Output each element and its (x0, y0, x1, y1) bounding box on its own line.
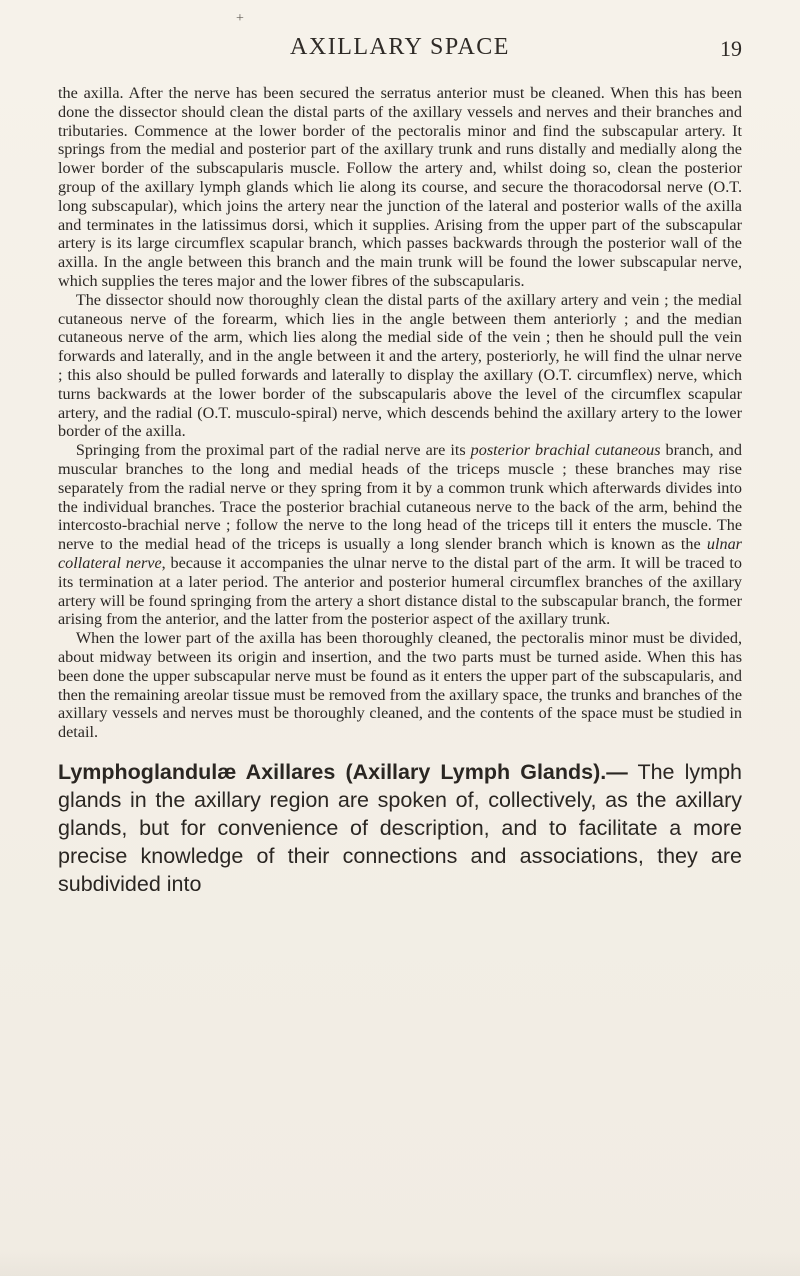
page-header-title: AXILLARY SPACE (290, 34, 510, 60)
section-heading: Lymphoglandulæ Axillares (Axillary Lymph Glands).— (58, 759, 628, 784)
paragraph-3 (58, 441, 742, 629)
paragraph-4: When the lower part of the axilla has been thoroughly cleaned, the pectoralis minor must be divided, about midway between its origin and insertion, and the two parts must be turned aside. When this has been done the upper subscapular nerve must be found as it enters the upper part of the subscapularis, and then the remaining areolar tissue must be removed from the axillary space, the trunks and branches of the axillary vessels and nerves must be thoroughly cleaned, and the contents of the space must be studied in detail. (58, 629, 742, 742)
paragraph-2: The dissector should now thoroughly clean the distal parts of the axillary artery and vein ; the medial cutaneous nerve of the forearm, which lies in the angle between them anteriorly ; and the median cutaneous nerve of the arm, which lies along the medial side of the vein ; then he should pull the vein forwards and laterally, and in the angle between it and the artery, posteriorly, he will find the ulnar nerve ; this also should be pulled forwards and laterally to display the axillary (O.T. circumflex) nerve, which turns backwards at the lower border of the subscapularis above the level of the circumflex scapular artery, and the radial (O.T. musculo-spiral) nerve, which descends behind the axillary artery to the lower border of the axilla. (58, 290, 742, 441)
section-text: The lymph glands in the axillary region are spoken of, collectively, as the axillary glands, but for convenience of description, and to facilitate a more precise knowledge of their connections and associations, they are subdivided into (58, 759, 742, 896)
paragraph-3-part-c: branch, and muscular branches to the long and medial heads of the triceps muscle ; these branches may rise separately from the radial nerve or they spring from it by a common trunk which afterwards divides into the individual branches. Trace the posterior brachial cutaneous nerve to the back of the arm, behind the intercosto-brachial nerve ; follow the nerve to the long head of the triceps till it enters the muscle. The nerve to the medial head of the triceps is usually a long slender branch which is known as the (58, 441, 742, 554)
header-mark: + (236, 11, 244, 26)
lymph-glands-section (58, 758, 742, 898)
page-body (58, 84, 742, 898)
page-shadow (0, 1248, 800, 1276)
paragraph-3-part-a: Springing from the proximal part of the radial nerve are its (75, 441, 471, 460)
ulnar-collateral-nerve-term: ulnar collateral nerve (58, 535, 742, 572)
page-number: 19 (720, 36, 742, 61)
paragraph-1: the axilla. After the nerve has been secured the serratus anterior must be cleaned. When this has been done the dissector should clean the distal parts of the axillary vessels and nerves and their branches and tributaries. Commence at the lower border of the pectoralis minor and find the subscapular artery. It springs from the medial and posterior part of the axillary trunk and runs distally and medially along the lower border of the subscapularis muscle. Follow the artery and, whilst doing so, clean the posterior group of the axillary lymph glands which lie along its course, and secure the thoracodorsal nerve (O.T. long subscapular), which joins the artery near the junction of the lateral and posterior walls of the axilla and terminates in the latissimus dorsi, which it supplies. Arising from the upper part of the subscapular artery is its large circumflex scapular branch, which passes backwards through the posterior wall of the axilla. In the angle between this branch and the main trunk will be found the lower subscapular nerve, which supplies the teres major and the lower fibres of the subscapularis. (58, 84, 742, 290)
paragraph-3-part-e: , because it accompanies the ulnar nerve to the distal part of the arm. It will be traced to its termination at a later period. The anterior and posterior humeral circumflex branches of the axillary artery will be found springing from the artery a short distance distal to the subscapular branch, the former arising from the anterior, and the latter from the posterior aspect of the axillary trunk. (58, 553, 742, 629)
posterior-brachial-cutaneous-term: posterior brachial cutaneous (470, 441, 661, 460)
